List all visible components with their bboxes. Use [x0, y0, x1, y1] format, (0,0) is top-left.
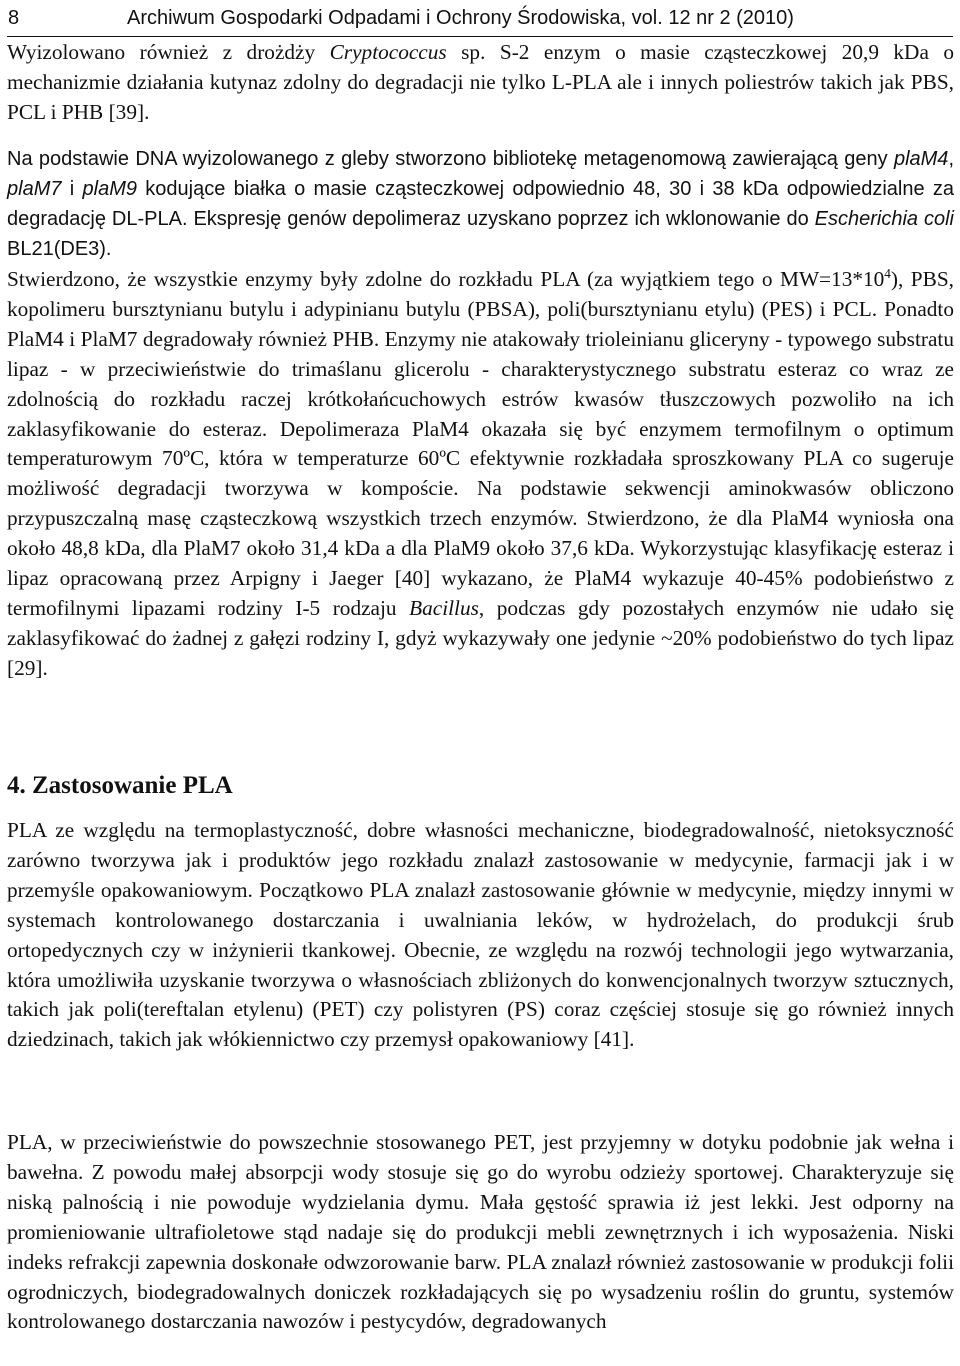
species-name: Escherichia coli [814, 207, 955, 230]
section-heading: 4. Zastosowanie PLA [7, 772, 233, 799]
page-number: 8 [8, 7, 20, 29]
species-name: Cryptococcus [329, 40, 447, 64]
paragraph-properties: PLA, w przeciwieństwie do powszechnie stosowanego PET, jest przyjemny w dotyku podobnie jak wełna i bawełna. Z powodu małej absorpcji wody stosuje się go do wyrobu odzieży sportowej. Charakteryzuje się niską palnością i nie powoduje wydzielania dymu. Mała gęstość sprawia iż jest lekki. Jest odporny na promieniowanie ultrafioletowe stąd nadaje się do produkcji mebli zewnętrznych i ich wyposażenia. Niski indeks refrakcji zapewnia doskonałe odwzorowanie barw. PLA znalazł również zastosowanie w produkcji folii ogrodniczych, biodegradowalnych doniczek rozkładających się po wysadzeniu roślin do gruntu, systemów kontrolowanego dostarczania nawozów i pestycydów, degradowanych [7, 1130, 954, 1334]
gene-name: plaM4 [893, 148, 949, 170]
running-header [7, 2, 953, 37]
paragraph-cryptococcus: Wyizolowano również z drożdży Cryptococcus sp. S-2 enzym o masie cząsteczkowej 20,9 kDa o mechanizmie działania kutynaz zdolny do degradacji nie tylko L-PLA ale i innych poliestrów takich jak PBS, PCL i PHB [39]. [7, 40, 954, 124]
gene-name: plaM7 [7, 177, 62, 200]
superscript-exponent: 4 [884, 265, 891, 281]
paragraph-metagenomic-library: Na podstawie DNA wyizolowanego z gleby stworzono bibliotekę metagenomową zawierającą geny plaM4, plaM7 i plaM9 kodujące białka o masie cząsteczkowej odpowiednio 48, 30 i 38 kDa odpowiedzialne za degradację DL-PLA. Ekspresję genów depolimeraz uzyskano poprzez ich wklonowanie do Escherichia coli BL21(DE3). [7, 148, 955, 260]
journal-title: Archiwum Gospodarki Odpadami i Ochrony Środowiska, vol. 12 nr 2 (2010) [127, 7, 794, 29]
gene-name: plaM9 [82, 177, 137, 200]
genus-name: Bacillus [409, 595, 479, 620]
paragraph-enzyme-properties: Stwierdzono, że wszystkie enzymy były zdolne do rozkładu PLA (za wyjątkiem tego o $MW=13*10^4$), PBS, kopolimeru bursztynianu butylu i adypinianu butylu (PBSA), poli(bursztynianu etylu) (PES) i PCL. Ponadto PlaM4 i PlaM7 degradowały również PHB. Enzymy nie atakowały trioleinianu gliceryny - typowego substratu lipaz - w przeciwieństwie do trimaślanu glicerolu - charakterystycznego substratu esteraz co wraz ze zdolnością do rozkładu raczej krótkołańcuchowych estrów kwasów tłuszczowych pozwoliło na ich zaklasyfikowanie do esteraz. Depolimeraza PlaM4 okazała się być enzymem termofilnym o optimum temperaturowym 70ºC, która w temperaturze 60ºC efektywnie rozkładała sproszkowany PLA co sugeruje możliwość degradacji tworzywa w kompoście. Na podstawie sekwencji aminokwasów obliczono przypuszczalną masę cząsteczkową wszystkich trzech enzymów. Stwierdzono, że dla PlaM4 wyniosła ona około 48,8 kDa, dla PlaM7 około 31,4 kDa a dla PlaM9 około 37,6 kDa. Wykorzystując klasyfikację esteraz i lipaz opracowaną przez Arpigny i Jaeger [40] wykazano, że PlaM4 wykazuje 40-45% podobieństwo z termofilnymi lipazami rodziny I-5 rodzaju Bacillus, podczas gdy pozostałych enzymów nie udało się zaklasyfikować do żadnej z gałęzi rodziny I, gdyż wykazywały one jedynie ~20% podobieństwo do tych lipaz [29]. [7, 265, 954, 680]
paragraph-applications: PLA ze względu na termoplastyczność, dobre własności mechaniczne, biodegradowalność, nietoksyczność zarówno tworzywa jak i produktów jego rozkładu znalazł zastosowanie w medycynie, farmacji jak i w przemyśle opakowaniowym. Początkowo PLA znalazł zastosowanie głównie w medycynie, między innymi w systemach kontrolowanego dostarczania i uwalniania leków, w hydrożelach, do produkcji śrub ortopedycznych czy w inżynierii tkankowej. Obecnie, ze względu na rozwój technologii jego wytwarzania, która umożliwiła uzyskanie tworzywa o własnościach zbliżonych do konwencjonalnych tworzyw sztucznych, takich jak poli(tereftalan etylenu) (PET) czy polistyren (PS) coraz częściej stosuje się go również innych dziedzinach, takich jak włókiennictwo czy przemysł opakowaniowy [41]. [7, 818, 954, 1052]
